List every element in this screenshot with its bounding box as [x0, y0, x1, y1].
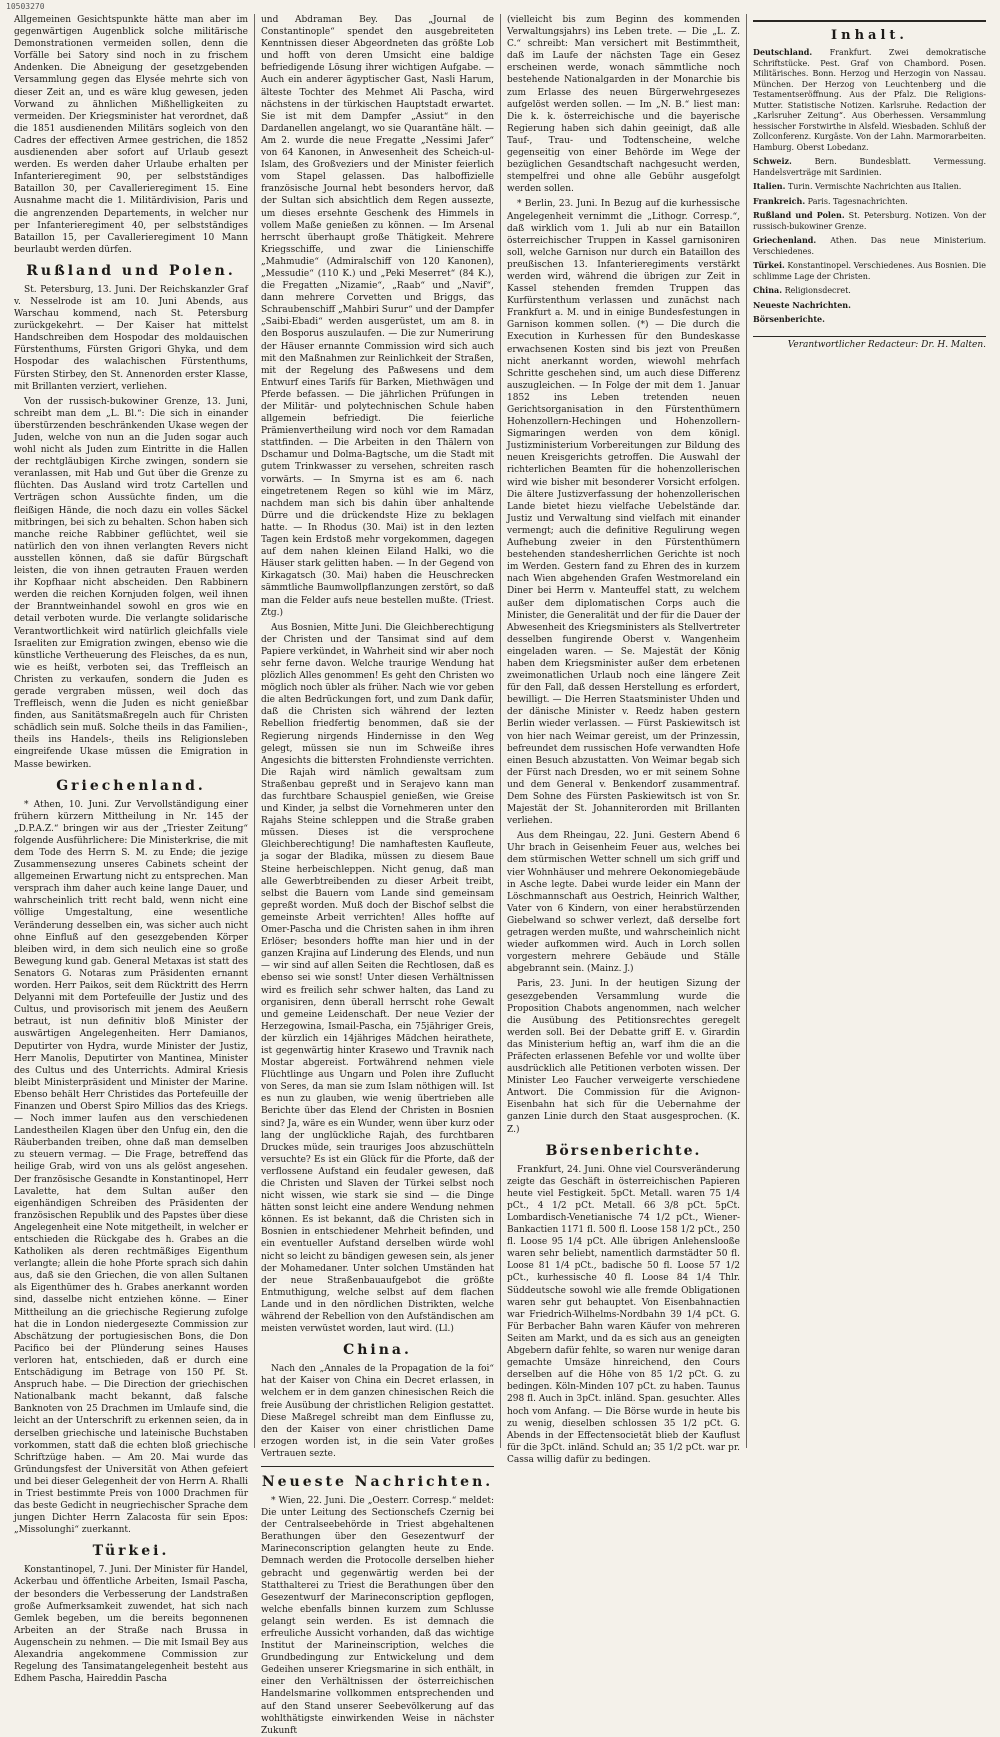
toc-entry [753, 235, 986, 257]
article-berlin: * Berlin, 23. Juni. In Bezug auf die kurhessische Angelegenheit vernimmt die „Lithogr. Corresp.“, daß wirklich vom 1. Juli ab nur ein Bataillon österreichischer Truppen in Kassel garnisoniren soll, welche Garnison nur durch ein Bataillon des preußischen 13. Infanterieregiments verstärkt werden wird, während die übrigen zur Zeit in Kassel stehenden fremden Truppen das Kurfürstenthum verlassen und zunächst nach Frankfurt a. M. und in einige Bundesfestungen in Garnison kommen sollen. (*) — Die durch die Execution in Kurhessen für den Bundeskasse erwachsenen Kosten sind bis jezt von Preußen nicht anerkannt worden, wiewohl mehrfach Schritte geschehen sind, um auch diese Differenz auszugleichen. — In Folge der mit dem 1. Januar 1852 ins Leben tretenden neuen Gerichtsorganisation in den Fürstenthümern Hohenzollern-Hechingen und Hohenzollern-Sigmaringen werden von dem königl. Justizministerium Vorbereitungen zur Bildung des neuen Kreisgerichts getroffen. Die Auswahl der richterlichen Beamten für die hohenzollerischen wird wie bisher mit besonderer Vorsicht erfolgen. Die ältere Justizverfassung der hohenzollerischen Lande bietet hiezu vielfache Uebelstände dar. Justiz und Verwaltung sind vielfach mit einander vermengt; auch die definitive Regulirung wegen Aufhebung zweier in den Fürstenthümern bestehenden standesherrlichen Gerichte ist noch im Werden. Gestern fand zu Ehren des in kurzem nach Wien abgehenden Grafen Westmoreland ein Diner bei Herrn v. Manteuffel statt, zu welchem außer dem diplomatischen Corps auch die Minister, die Generalität und der für die Dauer der Abwesenheit des Kriegsministers als Stellvertreter desselben fungirende Oberst v. Wangenheim eingeladen waren. — Se. Majestät der König haben dem Kriegsminister außer dem erbetenen zweimonatlichen Urlaub noch eine längere Zeit für den Fall, daß dessen Herstellung es erfordert, bewilligt. — Die Herren Staatsminister Uhden und der dänische Minister v. Reedz haben gestern Berlin wieder verlassen. — Fürst Paskiewitsch ist von hier nach Weimar gereist, um der Prinzessin, befreundet dem russischen Hofe verwandten Hofe einen Besuch abzustatten. Von Weimar begab sich der Fürst nach Dresden, wo er mit seinem Sohne und dem General v. Benkendorf zusammentraf. Dem Sohne des Fürsten Paskiewitsch ist von Sr. Majestät der St. Johanniterorden mit Brillanten verliehen. [507, 199, 740, 827]
section-heading-tuerkei: Türkei. [92, 1543, 170, 1560]
table-of-contents [753, 20, 986, 350]
toc-entry-text: St. Petersburg. Notizen. Von der russisch-bukowiner Grenze. [753, 211, 987, 231]
toc-entry [753, 285, 986, 297]
section-heading-russland: Rußland und Polen. [26, 262, 236, 279]
article-china: Nach den „Annales de la Propagation de la foi“ hat der Kaiser von China ein Decret erlassen, in welchem er in dem ganzen chinesischen Reich die freie Ausübung der christlichen Religion gestattet. Diese Maßregel schreibt man dem Einflusse zu, den der Kaiser von einer christlichen Dame erzogen worden ist, in die sein Vater großes Vertrauen sezte. [261, 1364, 494, 1459]
toc-entry-key: Rußland und Polen. [753, 210, 845, 220]
toc-entry [753, 181, 986, 193]
toc-entry-text: Konstantinopel. Verschiedenes. Aus Bosnien. Die schlimme Lage der Christen. [753, 261, 986, 281]
article-athen: * Athen, 10. Juni. Zur Vervollständigung einer frühern kürzern Mittheilung in Nr. 145 der „D.P.A.Z.“ bringen wir aus der „Triester Zeitung“ folgende Ausführlichere: Die Ministerkrise, die mit dem Tode des Herrn S. M. zu Ende; die jezige Zusammensezung unseres Cabinets scheint der allgemeinen Erwartung nicht zu entsprechen. Man versprach ihm daher auch keine lange Dauer, und wahrscheinlich tritt recht bald, wenn nicht eine völlige Umgestaltung, eine wesentliche Veränderung desselben ein, was sicher auch nicht ohne Einfluß auf den gesezgebenden Körper bleiben wird, in dem sich neulich eine so große Bewegung kund gab. General Metaxas ist statt des Senators G. Notaras zum Präsidenten ernannt worden. Herr Paikos, seit dem Rücktritt des Herrn Delyanni mit dem Portefeuille der Justiz und des Cultus, und provisorisch mit jenem des Aeußern betraut, ist nun definitiv bloß Minister der auswärtigen Angelegenheiten. Herr Damianos, Deputirter von Hydra, wurde Minister der Justiz, Herr Manolis, Deputirter von Mantinea, Minister des Cultus und des Unterrichts. Admiral Kriesis bleibt Ministerpräsident und Minister der Marine. Ebenso behält Herr Christides das Portefeuille der Finanzen und Oberst Spiro Millios das des Kriegs. — Noch immer laufen aus den verschiedenen Landestheilen Klagen über den Unfug ein, den die Räuberbanden treiben, ohne daß man demselben zu steuern vermag. — Die Frage, betreffend das heilige Grab, wird von uns als gelöst angesehen. Der französische Gesandte in Konstantinopel, Herr Lavalette, hat dem Sultan außer den eigenhändigen Schreiben des Präsidenten der französischen Republik und des Papstes über diese Angelegenheit eine Note mitgetheilt, in welcher er entschieden die Rückgabe des h. Grabes an die Katholiken als deren rechtmäßiges Eigenthum verlangte; allein die hohe Pforte sprach sich dahin aus, daß sie den Griechen, die von allen Sultanen als Eigenthümer des h. Grabes anerkannt worden sind, dasselbe nicht entziehen könne. — Einer Mittheilung an die griechische Regierung zufolge hat die in London niedergesezte Commission zur Abschätzung der portugiesischen Bons, die Don Pacifico bei der Plünderung seines Hauses verloren hat, entschieden, daß er durch eine Entschädigung im Betrage von 150 Pf. St. Anspruch habe. — Die Direction der griechischen Nationalbank macht bekannt, daß falsche Banknoten von 25 Drachmen im Umlaufe sind, die leicht an der Unterschrift zu erkennen seien, da in derselben griechische und lateinische Buchstaben vorkommen, statt daß die echten bloß griechische Schriftzüge haben. — Am 20. Mai wurde das Gründungsfest der Universität von Athen gefeiert und bei dieser Gelegenheit der von Herrn A. Rhalli in Triest bestimmte Preis von 1000 Drachmen für das beste Gedicht in neugriechischer Sprache dem jungen Dichter Herrn Zalacosta für sein Epos: „Missolunghi“ zuerkannt. [14, 799, 248, 1536]
article-bukowiner-grenze: Von der russisch-bukowiner Grenze, 13. Juni, schreibt man dem „L. Bl.“: Die sich in einander überstürzenden beschränkenden Ukase wegen der Juden, welche von nun an die Juden sogar auch wohl nicht als Juden zum Eintritte in die Hallen der rechtgläubigen Kirche zwingen, sondern sie veranlassen, mit Hab und Gut über die Grenze zu flüchten. Das Ausland wird trotz Cartellen und Verträgen schon Aussüchte finden, um die fleißigen Hände, die noch dazu ein volles Säckel mitbringen, bei sich zu behalten. Schon haben sich manche reiche Rabbiner geflüchtet, weil sie natürlich den von ihnen verlangten Revers nicht ausstellen können, daß sie dafür Bürgschaft leisten, die von ihnen getrauten Frauen werden ihr Kopfhaar nicht abscheiden. Den Rabbinern werden die reichen Kornjuden folgen, weil ihnen der Branntweinhandel sowohl en gros wie en detail verboten wurde. Die verlangte solidarische Verantwortlichkeit wird natürlich gleichfalls viele Israeliten zur Emigration zwingen, ebenso wie die künstliche Vertheuerung des Fleisches, da es nun, wie es heißt, verboten sei, das Treffleisch an Christen zu verkaufen, sondern die Juden es gerade vergraben müssen, weil doch das Treffleisch, wenn die Juden es nicht genießbar finden, aus Sanitätsmaßregeln auch für Christen schädlich sein muß. Solche theils in das Familien-, theils ins Handels-, theils ins Religionsleben eingreifende Ukase müssen die Emigration in Masse bewirken. [14, 396, 248, 770]
section-heading-boersen: Börsenberichte. [545, 1142, 702, 1159]
article-konstantinopel-cont: und Abdraman Bey. Das „Journal de Constantinople“ spendet den ausgebreiteten Kenntnissen dieser Abgeordneten das größte Lob und hofft von deren Umsicht eine baldige befriedigende Lösung ihrer wichtigen Aufgabe. — Auch ein anderer ägyptischer Gast, Nasli Harum, älteste Tochter des Mehmet Ali Pascha, wird nächstens in der türkischen Hauptstadt erwartet. Sie ist mit dem Dampfer „Assiut“ in den Dardanellen angelangt, wo sie Quarantäne hält. — Am 2. wurde die neue Fregatte „Nessimi Jafer“ von 64 Kanonen, in Anwesenheit des Scheich-ul-Islam, des Großveziers und der Minister feierlich vom Stapel gelassen. Das halboffizielle französische Journal hebt besonders hervor, daß der Sultan sich absichtlich dem Regen aussezte, um dieses ersehnte Geschenk des Himmels in vollem Maße genießen zu können. — Im Arsenal herrscht überhaupt große Thätigkeit. Mehrere Kriegsschiffe, und zwar die Linienschiffe „Mahmudie“ (Admiralschiff von 120 Kanonen), „Messudie“ (110 K.) und „Peki Meserret“ (84 K.), die Fregatten „Nizamie“, „Raab“ und „Navif“, dann mehrere Corvetten und Briggs, das Schraubenschiff „Mahbiri Surur“ und der Dampfer „Saibi-Ebadi“ werden ausgerüstet, um am 8. in den Bosporus auszulaufen. — Die zur Numerirung der Häuser ernannte Commission wird sich auch mit den Maßnahmen zur Reinlichkeit der Straßen, mit der Regelung des Paßwesens und dem Entwurf eines Tarifs für Barken, Miethwägen und Pferde befassen. — Die jährlichen Prüfungen in der Militär- und polytechnischen Schule haben allgemein befriedigt. Die feierliche Prämienvertheilung wird noch vor dem Ramadan stattfinden. — Die Arbeiten in den Thälern von Dschamur und Dolma-Bagtsche, um die Stadt mit gutem Trinkwasser zu versehen, schreiten rasch vorwärts. — In Smyrna ist es am 6. nach eingetretenem Regen so kühl wie im März, nachdem man sich bis dahin über anhaltende Dürre und die drückendste Hize zu beklagen hatte. — In Rhodus (30. Mai) ist in den lezten Tagen kein Erdstoß mehr vorgekommen, dagegen auf dem nahen kleinen Eiland Halki, wo die Häuser stark gelitten haben. — In der Gegend von Kirkagatsch (30. Mai) haben die Heuschrecken sämmtliche Baumwollpflanzungen zerstört, so daß man die Felder aufs neue bestellen mußte. (Triest. Ztg.) [261, 15, 494, 618]
editor-credit: Verantwortlicher Redacteur: Dr. H. Malten. [753, 336, 986, 350]
toc-entry-text: Paris. Tagesnachrichten. [807, 196, 908, 206]
toc-entry-key: Neueste Nachrichten. [753, 299, 851, 310]
toc-entry [753, 260, 986, 282]
section-heading-china: China. [343, 1342, 412, 1359]
toc-entry [753, 47, 986, 153]
toc-entry-key: China. [753, 285, 783, 295]
article-rheingau: Aus dem Rheingau, 22. Juni. Gestern Abend 6 Uhr brach in Geisenheim Feuer aus, welches bei dem stürmischen Wetter schnell um sich griff und vier Wohnhäuser und mehrere Oekonomiegebäude in Asche legte. Dabei wurde leider ein Mann der Löschmannschaft aus Oestrich, Heinrich Walther, Vater von 6 Kindern, von einer herabstürzenden Giebelwand so schwer verlezt, daß derselbe fort getragen werden mußte, und wahrscheinlich nicht wieder aufkommen wird. Auch in Lorch sollen vorgestern mehrere Gebäude und Ställe abgebrannt sein. (Mainz. J.) [507, 831, 740, 975]
toc-entry-text: Turin. Vermischte Nachrichten aus Italien. [787, 182, 962, 191]
columns [8, 14, 992, 1736]
article-konstantinopel: Konstantinopel, 7. Juni. Der Minister für Handel, Ackerbau und öffentliche Arbeiten, Ismail Pascha, der besonders die Verbesserung der Landstraßen große Aufmerksamkeit zuwendet, hat sich nach Gemlek begeben, um die bereits begonnenen Arbeiten an der Straße nach Brussa in Augenschein zu nehmen. — Die mit Ismail Bey aus Alexandria angekommene Commission zur Regelung des Tansimatangelegenheit besteht aus Edhem Pascha, Haireddin Pascha [14, 1565, 248, 1685]
article-st-petersburg: St. Petersburg, 13. Juni. Der Reichskanzler Graf v. Nesselrode ist am 10. Juni Abends, aus Warschau kommend, nach St. Petersburg zurückgekehrt. — Der Kaiser hat mittelst Handschreiben dem Hospodar des moldauischen Fürstenthums, Fürsten Grigori Ghyka, und dem Hospodar des walachischen Fürstenthums, Fürsten Stirbey, den St. Annenorden erster Klasse, mit Brillanten verziert, verliehen. [14, 284, 248, 392]
section-divider [261, 1466, 494, 1467]
toc-entry [753, 314, 986, 326]
toc-entry [753, 156, 986, 178]
toc-entry-key: Italien. [753, 181, 786, 191]
page-id: 10503270 [6, 2, 45, 11]
toc-entries [753, 47, 986, 326]
toc-entry [753, 210, 986, 232]
section-heading-neueste: Neueste Nachrichten. [261, 1473, 494, 1490]
toc-title: Inhalt. [831, 28, 908, 43]
article-france-intro: Allgemeinen Gesichtspunkte hätte man aber im gegenwärtigen Augenblick solche militärische Demonstrationen vermeiden sollen, denn die Vorfälle bei Satory sind noch in zu frischem Andenken. Die Abneigung der gesetzgebenden Versammlung gegen das Elysée mehrte sich von dieser Zeit an, und es wäre klug gewesen, jeden Vorwand zu ähnlichen Mißhelligkeiten zu vermeiden. Der Kriegsminister hat verordnet, daß die 1851 ausdienenden Militärs sogleich von den Cadres der effectiven Armee gestrichen, die 1852 ausdienenden aber sofort auf Urlaub gesezt werden. Es werden daher Urlaube erhalten per Infanterieregiment 90, per selbstständiges Bataillon 30, per Cavallerieregiment 15. Eine Ausnahme macht die 1. Militärdivision, Paris und die angrenzenden Departements, in welcher nur per Infanterieregiment 40, per selbstständiges Bataillon 15, per Cavallerieregiment 10 Mann beurlaubt werden dürfen. [14, 15, 248, 255]
article-wien-cont: (vielleicht bis zum Beginn des kommenden Verwaltungsjahrs) ins Leben trete. — Die „L. Z. C.“ schreibt: Man versichert mit Bestimmtheit, daß im Laufe der nächsten Tage ein Gesez erscheinen werde, wonach sämmtliche noch bestehende Nationalgarden in der Monarchie bis zum Erlasse des neuen Bürgerwehrgesezes aufgelöst werden sollen. — Im „N. B.“ liest man: Die k. k. österreichische und die bayerische Regierung haben sich dahin geeinigt, daß alle Tauf-, Trau- und Todtenscheine, welche gegenseitig von einer Behörde im Wege der bezüglichen Gesandtschaft nachgesucht werden, stempelfrei und ohne alle Gebühr ausgefolgt werden sollen. [507, 15, 740, 195]
column-3 [500, 14, 746, 1465]
toc-entry [753, 196, 986, 208]
column-4 [746, 14, 992, 1448]
toc-entry-text: Bern. Bundesblatt. Vermessung. Handelsverträge mit Sardinien. [753, 157, 986, 177]
toc-entry-key: Türkei. [753, 260, 785, 270]
toc-entry-key: Frankreich. [753, 195, 806, 206]
toc-entry-key: Deutschland. [753, 47, 813, 57]
toc-entry-text: Religionsdecret. [784, 286, 851, 295]
article-paris: Paris, 23. Juni. In der heutigen Sizung der gesezgebenden Versammlung wurde die Proposition Chabots angenommen, nach welcher die Ausübung des Petitionsrechtes geregelt werden soll. Bei der Debatte griff E. v. Girardin das Ministerium heftig an, warf ihm die an die Präfecten erlassenen Befehle vor und wollte über ausdrücklich alle Petitionen verboten wissen. Der Minister Leo Faucher verweigerte verschiedene Antwort. Die Commission für die Avignon-Eisenbahn hat sich für die Uebernahme der ganzen Linie durch den Staat ausgesprochen. (K. Z.) [507, 979, 740, 1135]
column-1 [8, 14, 254, 1685]
toc-entry-key: Griechenland. [753, 235, 817, 245]
toc-entry-text: Frankfurt. Zwei demokratische Schriftstücke. Pest. Graf von Chambord. Posen. Militärisches. Bonn. Herzog und Herzogin von Nassau. München. Der Herzog von Leuchtenberg und die Testamentseröffnung. Aus der Pfalz. Die Religions-Mutter. Statistische Notizen. Karlsruhe. Redaction der „Karlsruher Zeitung“. Aus Oberhessen. Versammlung hessischer Forstwirthe in Alsfeld. Wiesbaden. Schluß der Zollconferenz. Kurgäste. Von der Lahn. Marmorarbeiten. Hamburg. Oberst Lobedanz. [753, 48, 986, 152]
column-2 [254, 14, 500, 1736]
article-bosnien: Aus Bosnien, Mitte Juni. Die Gleichberechtigung der Christen und der Tansimat sind auf dem Papiere verkündet, in Wahrheit sind wir aber noch sehr ferne davon. Welche traurige Wendung hat plözlich Alles genommen! Es geht den Christen wo möglich noch übler als früher. Nach wie vor geben die alten Bedrückungen fort, und zum Dank dafür, daß die Christen sich während der lezten Rebellion friedfertig benommen, daß sie der Regierung nirgends Hindernisse in den Weg gelegt, müssen sie nun im Schweiße ihres Angesichts die bittersten Frohndienste verrichten. Die Rajah wird nämlich gewaltsam zum Straßenbau gepreßt und in Serajevo kann man das furchtbare Schauspiel genießen, wie Greise und Kinder, ja selbst die Vornehmeren unter den Rajahs Steine schleppen und die Straße graben müssen. Dieses ist die versprochene Gleichberechtigung! Die namhaftesten Kaufleute, ja sogar der Bladika, müssen zu diesem Baue Steine herbeischleppen. Nicht genug, daß man alle Gewerbtreibenden zu dieser Arbeit treibt, selbst die Bauern vom Lande sind gemeinsam gepreßt worden. Muß doch der Bischof selbst die gemeinste Arbeit verrichten! Alles hoffte auf Omer-Pascha und die Christen sahen in ihm ihren Erlöser; besonders hoffte man hier und in der ganzen Krajina auf Linderung des Elends, und nun — wir sind auf allen Seiten die Rechtlosen, daß es ebenso sei wie sonst! Unter diesen Verhältnissen wird es freilich sehr schwer halten, das Land zu organisiren, denn überall herrscht rohe Gewalt und gemeine Leidenschaft. Der neue Vezier der Herzegowina, Ismail-Pascha, ein 75jähriger Greis, der kürzlich ein 14jähriges Mädchen heirathete, ist gegenwärtig hinter Krasewo und Travnik nach Mostar abgereist. Fortwährend nehmen viele Flüchtlinge aus Ungarn und Polen ihre Zuflucht von Seres, da man sie zum Islam nöthigen will. Ist es nun zu glauben, wie wenig übertrieben alle Berichte über das Elend der Christen in Bosnien sind? Ja, wäre es ein Wunder, wenn über kurz oder lang der unglückliche Rajah, des furchtbaren Druckes müde, sein trauriges Joos abzuschütteln versuchte? Es ist ein Glück für die Pforte, daß der verflossene Aufstand ein feudaler gewesen, daß die Christen und Slaven der Türkei selbst noch nicht wissen, wie stark sie sind — die Dinge hätten sonst leicht eine andere Wendung nehmen können. Es ist bekannt, daß die Christen sich in Bosnien in entschiedener Mehrheit befinden, und ein eventueller Aufstand derselben würde wohl nicht so leicht zu bändigen gewesen sein, als jener der Mohamedaner. Unter solchen Umständen hat der neue Straßenbauaufgebot die größte Entmuthigung, welche selbst auf dem flachen Lande und in den nördlichen Distrikten, welche während der Rebellion von den Aufständischen am meisten verwüstet worden, laut wird. (Ll.) [261, 622, 494, 1335]
toc-entry-key: Börsenberichte. [753, 314, 825, 324]
section-heading-griechenland: Griechenland. [56, 777, 206, 794]
toc-entry [753, 300, 986, 312]
toc-entry-key: Schweiz. [753, 156, 792, 166]
article-wien: * Wien, 22. Juni. Die „Oesterr. Corresp.“ meldet: Die unter Leitung des Sectionschefs Czernig bei der Centralseebehörde in Triest abgehaltenen Berathungen über den Gesezentwurf der Marineconscription gelangten heute zu Ende. Demnach werden die Protocolle derselben hieher gebracht und gegenwärtig werden bei der Statthalterei zu Triest die Berathungen über den Gesezentwurf der Marineconscription gepflogen, welche ebenfalls binnen kurzem zum Schlusse gelangt sein werden. Es ist demnach die erfreuliche Aussicht vorhanden, daß das wichtige Institut der Marineinscription, welches die Grundbedingung zur Entwickelung und dem Gedeihen unserer Kriegsmarine in sich enthält, in einer den Verhältnissen der österreichischen Handelsmarine vollkommen entsprechenden und auf den Stand unserer Seebevölkerung auf das wohlthätigste einwirkenden Weise in nächster Zukunft [261, 1495, 494, 1736]
article-frankfurt-boerse: Frankfurt, 24. Juni. Ohne viel Coursveränderung zeigte das Geschäft in österreichischen Papieren heute viel Festigkeit. 5pCt. Metall. waren 75 1/4 pCt., 4 1/2 pCt. Metall. 66 3/8 pCt. 5pCt. Lombardisch-Venetianische 74 1/2 pCt., Wiener-Bankactien 1171 fl. 500 fl. Loose 158 1/2 pCt., 250 fl. Loose 95 1/4 pCt. Alle übrigen Anlehenslooße waren sehr beliebt, namentlich darmstädter 50 fl. Loose 81 1/4 pCt., badische 50 fl. Loose 57 1/2 pCt., kurhessische 40 fl. Loose 84 1/4 Thlr. Süddeutsche sowohl wie alle fremde Obligationen waren sehr gut behauptet. Von Eisenbahnactien war Friedrich-Wilhelms-Nordbahn 39 1/4 pCt. G. Für Berbacher Bahn waren Käufer von mehreren Seiten am Markt, und da es sich aus an geneigten Abgebern dafür fehlte, so waren nur wenige daran gemachte Umsäze hinreichend, den Cours derselben auf die Höhe von 85 1/2 pCt. G. zu bedingen. Köln-Minden 107 pCt. zu haben. Taunus 298 fl. Auch in 3pCt. inländ. Span. gesuchter. Alles hoch vom Anfang. — Die Börse wurde in heute bis zu wenig, dieselben schlossen 35 1/2 pCt. G. Abends in der Effectensocietät blieb der Kauflust für die 3pCt. inländ. Schuld an; 35 1/2 pCt. war pr. Cassa willig dafür zu bedingen. [507, 1164, 740, 1465]
toc-entry-text: Athen. Das neue Ministerium. Verschiedenes. [753, 236, 986, 256]
